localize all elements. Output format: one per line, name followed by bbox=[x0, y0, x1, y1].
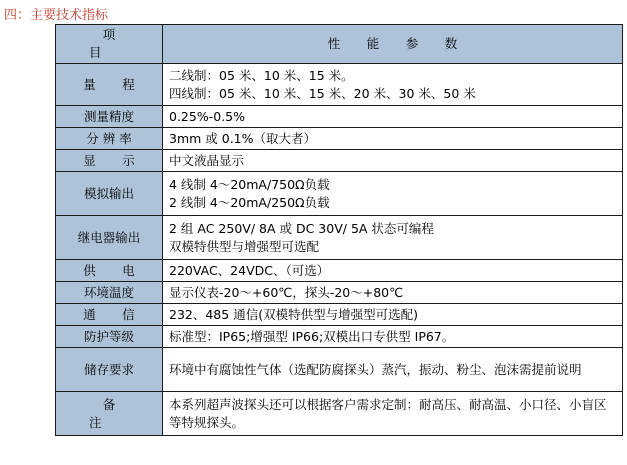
table-header-row bbox=[56, 25, 623, 64]
row-label-remarks: 备 注 bbox=[56, 392, 163, 436]
row-value-accuracy: 0.25%-0.5% bbox=[163, 106, 623, 128]
row-label-communication: 通 信 bbox=[56, 304, 163, 326]
row-value-remarks: 本系列超声波探头还可以根据客户需求定制：耐高压、耐高温、小口径、小盲区等特规探头。 bbox=[163, 392, 623, 436]
row-value-analog-output: 4 线制 4～20mA/750Ω负载 2 线制 4～20mA/250Ω负载 bbox=[163, 172, 623, 216]
table-row bbox=[56, 260, 623, 282]
row-label-ambient-temp: 环境温度 bbox=[56, 282, 163, 304]
table-row bbox=[56, 282, 623, 304]
row-label-relay-output: 继电器输出 bbox=[56, 216, 163, 260]
row-label-protection: 防护等级 bbox=[56, 326, 163, 348]
row-label-accuracy: 测量精度 bbox=[56, 106, 163, 128]
row-value-display: 中文液晶显示 bbox=[163, 150, 623, 172]
table-row bbox=[56, 348, 623, 392]
row-value-resolution: 3mm 或 0.1%（取大者） bbox=[163, 128, 623, 150]
row-label-range: 量 程 bbox=[56, 64, 163, 106]
row-value-relay-output: 2 组 AC 250V/ 8A 或 DC 30V/ 5A 状态可编程 双模特供型与增强型可选配 bbox=[163, 216, 623, 260]
row-value-range: 二线制：05 米、10 米、15 米。 四线制：05 米、10 米、15 米、20 米、30 米、50 米 bbox=[163, 64, 623, 106]
table-row bbox=[56, 392, 623, 436]
row-value-storage: 环境中有腐蚀性气体（选配防腐探头）蒸汽，振动、粉尘、泡沫需提前说明 bbox=[163, 348, 623, 392]
row-value-communication: 232、485 通信(双模特供型与增强型可选配) bbox=[163, 304, 623, 326]
row-value-power: 220VAC、24VDC、（可选） bbox=[163, 260, 623, 282]
header-params: 性 能 参 数 bbox=[163, 25, 623, 64]
row-label-analog-output: 模拟输出 bbox=[56, 172, 163, 216]
row-label-power: 供 电 bbox=[56, 260, 163, 282]
row-label-resolution: 分 辨 率 bbox=[56, 128, 163, 150]
row-value-ambient-temp: 显示仪表-20～+60℃，探头-20～+80℃ bbox=[163, 282, 623, 304]
spec-table bbox=[55, 24, 623, 436]
table-row bbox=[56, 216, 623, 260]
section-title: 四：主要技术指标 bbox=[4, 8, 109, 23]
row-label-display: 显 示 bbox=[56, 150, 163, 172]
table-row bbox=[56, 64, 623, 106]
header-item: 项 目 bbox=[56, 25, 163, 64]
table-row bbox=[56, 128, 623, 150]
table-row bbox=[56, 106, 623, 128]
table-row bbox=[56, 150, 623, 172]
table-row bbox=[56, 304, 623, 326]
table-row bbox=[56, 326, 623, 348]
row-label-storage: 储存要求 bbox=[56, 348, 163, 392]
row-value-protection: 标准型：IP65;增强型 IP66;双模出口专供型 IP67。 bbox=[163, 326, 623, 348]
table-row bbox=[56, 172, 623, 216]
